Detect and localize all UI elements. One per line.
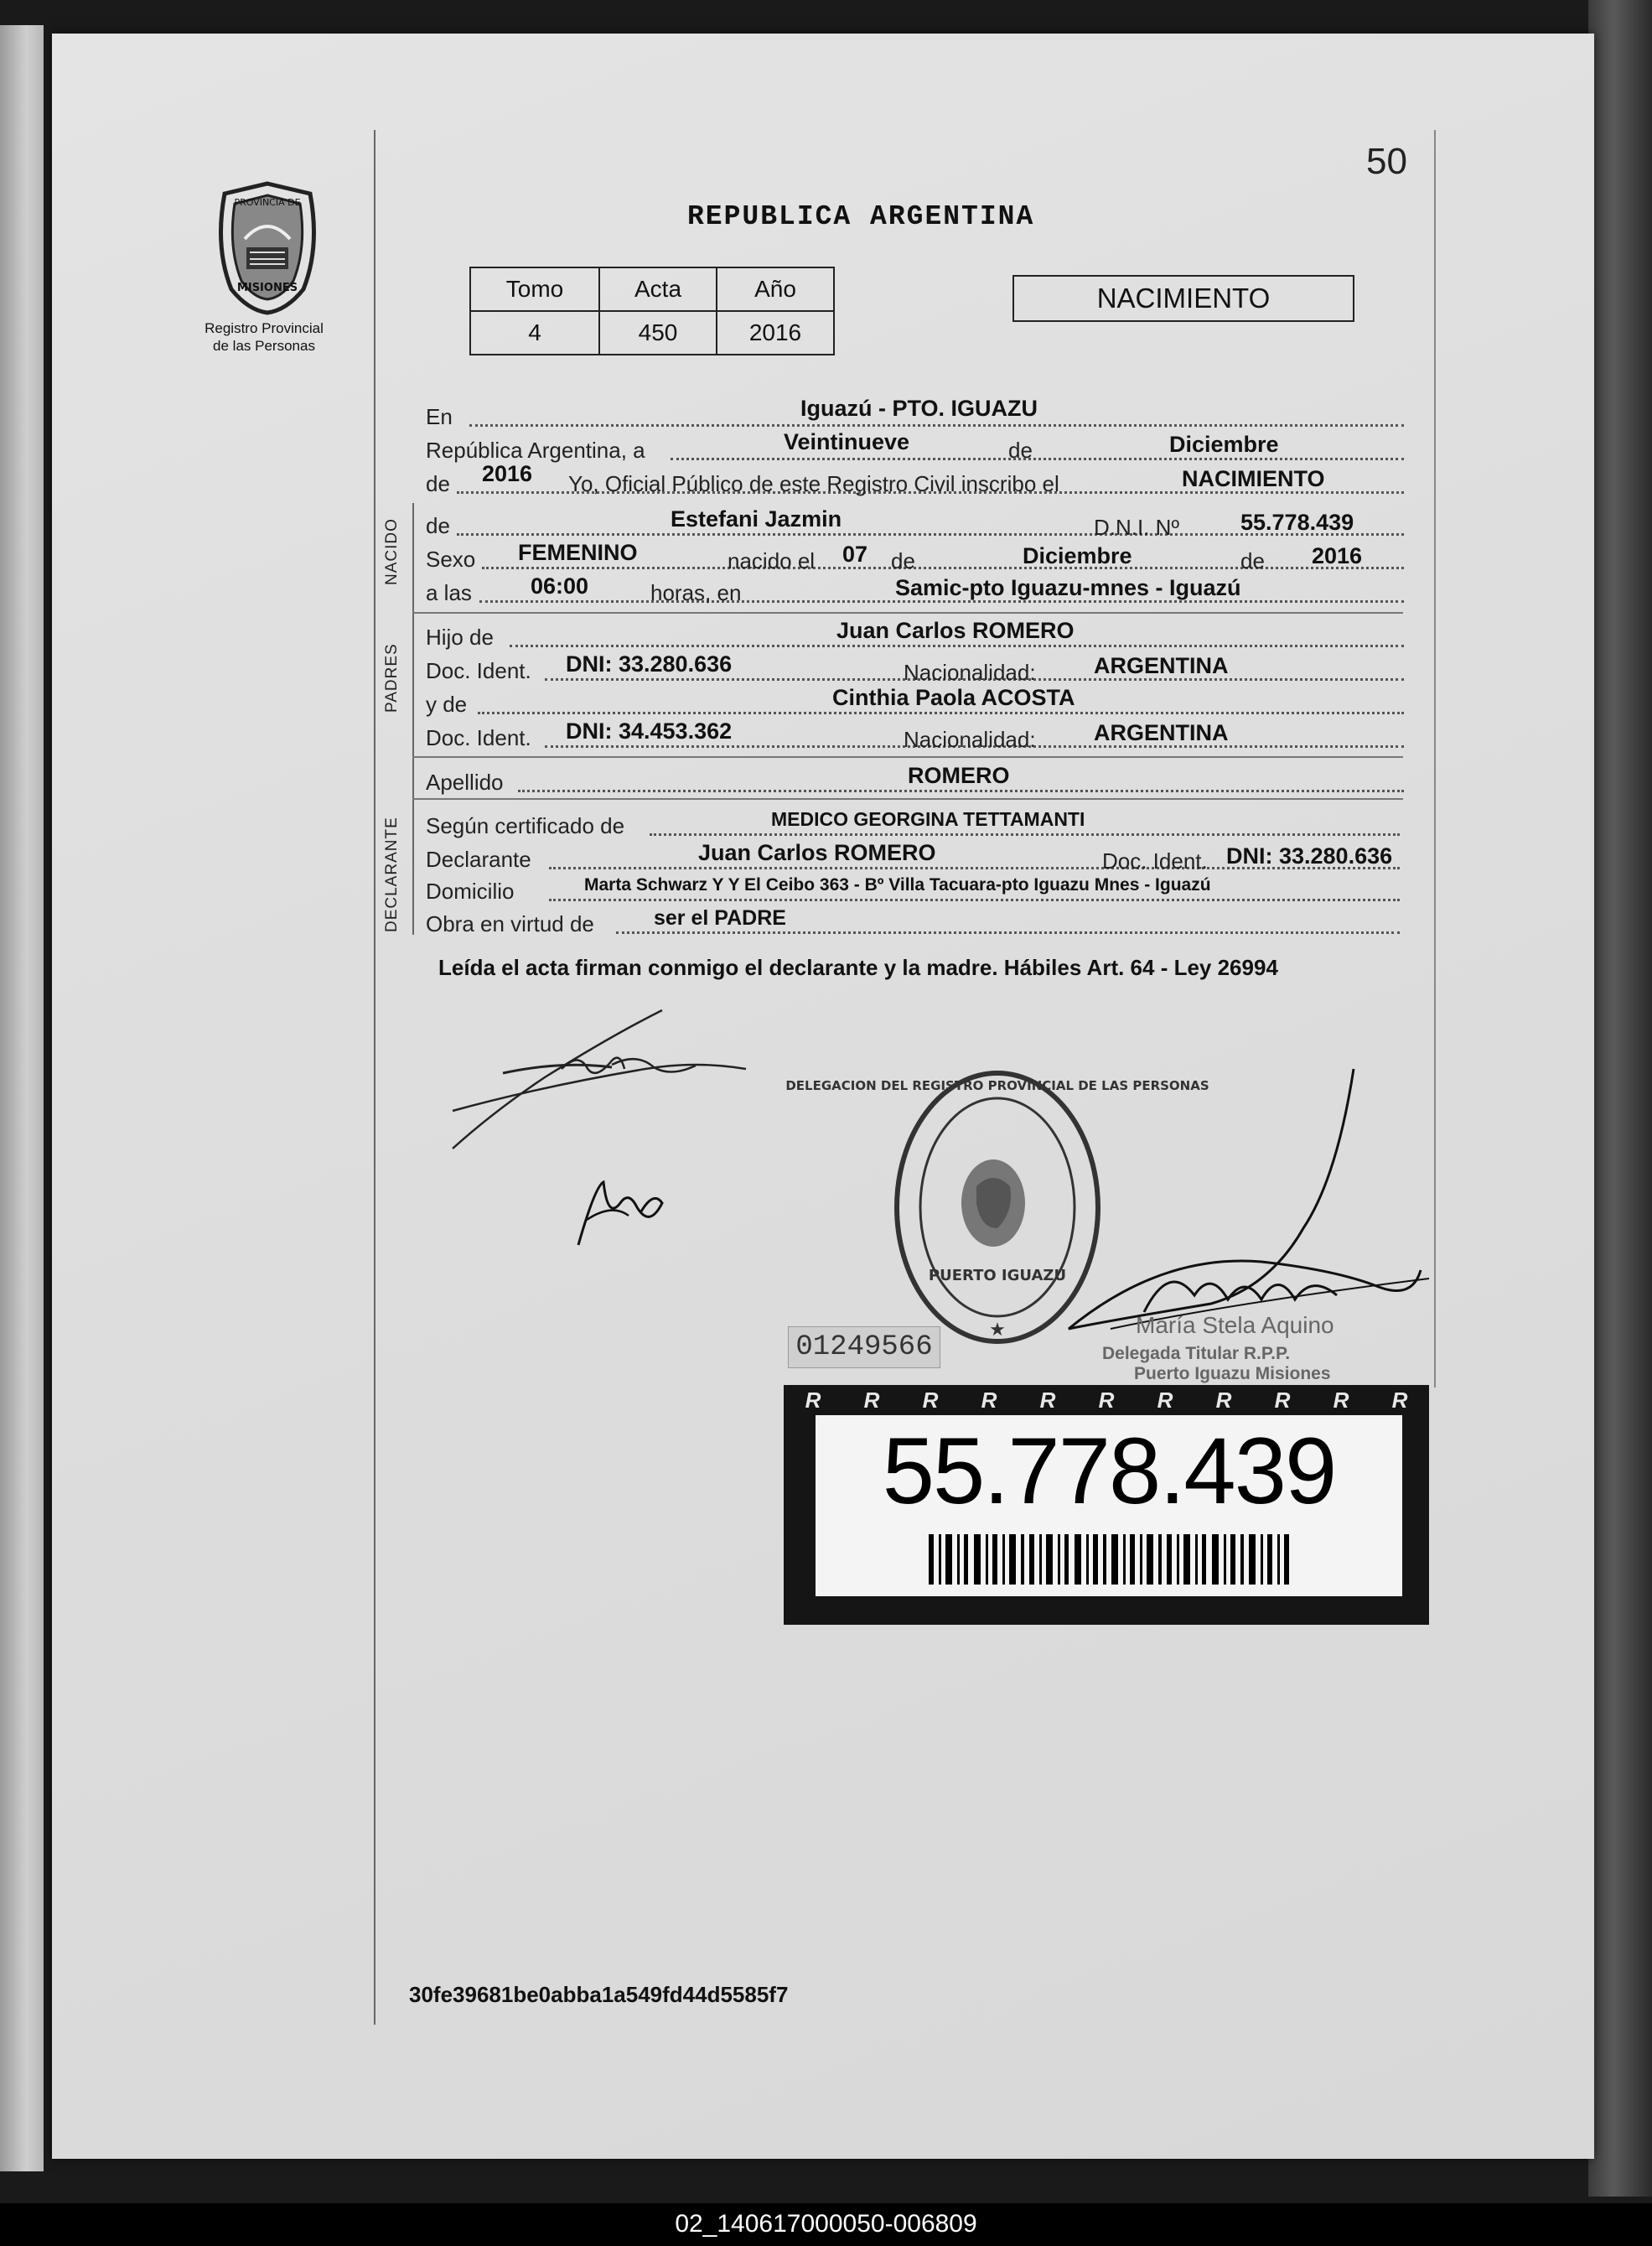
- year-value: 2016: [482, 461, 533, 486]
- table-header-ano: Año: [717, 267, 834, 311]
- declarante-value: Juan Carlos ROMERO: [698, 840, 936, 865]
- svg-text:★: ★: [989, 1319, 1006, 1340]
- inscribo-label: Yo, Oficial Público de este Registro Civil inscribo el: [568, 471, 1059, 496]
- table-header-acta: Acta: [599, 267, 717, 311]
- barcode-sticker: [784, 1385, 1429, 1625]
- declarante-doc-value: DNI: 33.280.636: [1226, 843, 1393, 869]
- table-header-tomo: Tomo: [470, 267, 599, 311]
- table-value-ano: 2016: [717, 311, 834, 355]
- doc-ident-label: Doc. Ident.: [426, 658, 531, 683]
- nacionalidad-label: Nacionalidad:: [904, 727, 1036, 752]
- officer-title: Delegada Titular R.P.P.: [1102, 1344, 1291, 1363]
- sexo-value: FEMENINO: [518, 540, 638, 565]
- dotted-line: [650, 833, 1400, 836]
- dotted-line: [478, 712, 1404, 714]
- birth-day-value: 07: [842, 542, 868, 567]
- registry-caption: Registro Provincial de las Personas: [205, 320, 324, 354]
- dni-value: 55.778.439: [1240, 510, 1354, 535]
- en-label: En: [426, 404, 453, 429]
- page-number: 50: [1366, 141, 1407, 182]
- doc-ident-label: Doc. Ident.: [1102, 848, 1208, 874]
- apellido-label: Apellido: [426, 770, 504, 795]
- dotted-line: [549, 899, 1400, 901]
- apellido-value: ROMERO: [908, 763, 1010, 788]
- de2-label: de: [426, 471, 450, 496]
- section-label-declarante: DECLARANTE: [383, 817, 401, 932]
- registry-seal-icon: [211, 180, 324, 316]
- month-value: Diciembre: [1169, 432, 1279, 457]
- svg-text:PUERTO IGUAZU: PUERTO IGUAZU: [928, 1267, 1067, 1284]
- security-strip: R R R R R R R R R R R: [805, 1388, 1408, 1413]
- footer-code: 02_140617000050-006809: [675, 2210, 977, 2238]
- barcode-label: [816, 1415, 1402, 1596]
- document-type-box: NACIMIENTO: [1012, 275, 1354, 322]
- horas-label: horas, en: [650, 580, 742, 605]
- nacionalidad-label: Nacionalidad:: [904, 660, 1036, 685]
- declarante-label: Declarante: [426, 847, 531, 872]
- declarant-signature-icon: [444, 1002, 763, 1157]
- officer-name: María Stela Aquino: [1136, 1312, 1334, 1338]
- birth-month-value: Diciembre: [1023, 543, 1132, 568]
- y-de-label: y de: [426, 692, 468, 717]
- hijo-label: Hijo de: [426, 625, 494, 650]
- a-las-label: a las: [426, 580, 472, 605]
- dotted-line: [510, 645, 1404, 647]
- domicilio-value: Marta Schwarz Y Y El Ceibo 363 - Bº Villa Tacuara-pto Iguazu Mnes - Iguazú: [584, 875, 1211, 895]
- father-name-value: Juan Carlos ROMERO: [836, 618, 1075, 643]
- nacido-el-label: nacido el: [728, 548, 816, 573]
- dni-label: D.N.I. Nº: [1094, 515, 1179, 540]
- domicilio-label: Domicilio: [426, 879, 515, 904]
- cert-value: MEDICO GEORGINA TETTAMANTI: [771, 808, 1085, 830]
- obra-value: ser el PADRE: [654, 906, 786, 930]
- birth-year-value: 2016: [1312, 543, 1363, 568]
- de-label: de: [1240, 548, 1265, 573]
- birthplace-value: Samic-pto Iguazu-mnes - Iguazú: [895, 575, 1241, 600]
- section-label-padres: PADRES: [383, 643, 401, 713]
- page-title: REPUBLICA ARGENTINA: [687, 201, 1035, 232]
- mother-nationality-value: ARGENTINA: [1094, 720, 1229, 745]
- day-value: Veintinueve: [784, 429, 910, 454]
- background-right: [1588, 0, 1652, 2197]
- dotted-line: [469, 424, 1404, 427]
- adjacent-page-edge: [0, 25, 44, 2171]
- dotted-line: [671, 458, 1404, 460]
- table-value-tomo: 4: [470, 311, 599, 355]
- dotted-line: [616, 931, 1400, 934]
- officer-location: Puerto Iguazu Misiones: [1134, 1364, 1331, 1383]
- table-row: [470, 311, 834, 355]
- cert-label: Según certificado de: [426, 813, 625, 838]
- table-value-acta: 450: [599, 311, 717, 355]
- officer-signature-icon: [1060, 1061, 1429, 1346]
- barcode-number: 55.778.439: [882, 1419, 1336, 1523]
- record-table: [469, 267, 835, 355]
- row-separator: [412, 756, 1403, 758]
- mother-doc-value: DNI: 34.453.362: [566, 718, 733, 744]
- republica-label: República Argentina, a: [426, 438, 645, 463]
- sexo-label: Sexo: [426, 547, 476, 572]
- mother-name-value: Cinthia Paola ACOSTA: [832, 685, 1075, 710]
- left-margin-line: [374, 130, 375, 2025]
- de-label: de: [891, 548, 915, 573]
- father-doc-value: DNI: 33.280.636: [566, 651, 733, 677]
- right-margin-line: [1434, 130, 1436, 1388]
- de-label: de: [1008, 438, 1033, 463]
- nacido-de-label: de: [426, 513, 450, 538]
- inscribo-value: NACIMIENTO: [1182, 466, 1325, 491]
- svg-text:DELEGACION DEL REGISTRO PROVIN: DELEGACION DEL REGISTRO PROVINCIAL DE LAS PERSONAS: [785, 1078, 1209, 1093]
- father-nationality-value: ARGENTINA: [1094, 653, 1229, 678]
- svg-text:MISIONES: MISIONES: [236, 282, 298, 294]
- legal-text: Leída el acta firman conmigo el declarante y la madre. Hábiles Art. 64 - Ley 26994: [438, 955, 1278, 980]
- dotted-line: [482, 567, 1404, 569]
- serial-number: 01249566: [788, 1326, 940, 1368]
- time-value: 06:00: [531, 573, 589, 599]
- dotted-line: [518, 790, 1404, 792]
- section-label-nacido: NACIDO: [383, 518, 401, 585]
- barcode-icon: [929, 1534, 1289, 1585]
- section-rule: [412, 503, 414, 935]
- row-separator: [412, 798, 1403, 800]
- svg-text:PROVINCIA DE: PROVINCIA DE: [234, 197, 301, 208]
- mother-signature-icon: [570, 1170, 671, 1253]
- row-separator: [412, 612, 1403, 614]
- obra-label: Obra en virtud de: [426, 911, 594, 936]
- table-header-row: [470, 267, 834, 311]
- document-hash: 30fe39681be0abba1a549fd44d5585f7: [409, 1982, 789, 2007]
- doc-ident-label: Doc. Ident.: [426, 725, 531, 750]
- child-name-value: Estefani Jazmin: [671, 506, 842, 532]
- place-value: Iguazú - PTO. IGUAZU: [800, 396, 1038, 421]
